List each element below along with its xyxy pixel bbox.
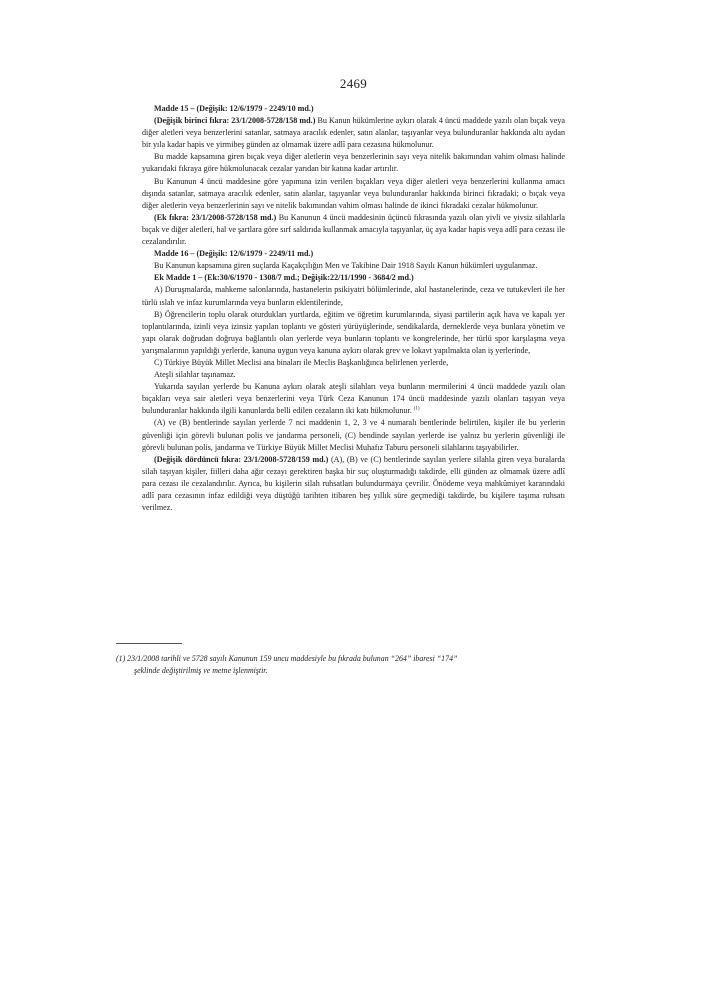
amendment-note: (Değişik birinci fıkra: 23/1/2008-5728/158 md.)	[154, 116, 316, 126]
madde-15-heading: Madde 15 – (Değişik: 12/6/1979 - 2249/10 md.)	[154, 104, 314, 113]
madde-16-paragraph-1: Bu Kanunun kapsamına giren suçlarda Kaçakçılığın Men ve Takibine Dair 1918 Sayılı Kanun hükümleri uygulanmaz.	[154, 261, 538, 271]
footnote	[116, 653, 546, 677]
paragraph-text: Bu Kanunun 4 üncü maddesinin üçüncü fıkrasında yazılı olan yivli ve yivsiz silahlarla bıçak ve diğer aletleri, hal ve şartlara göre sırf saldırıda kullanmak amacıyla taşıyanlar, üç aya kadar hapis veya adlî para cezası ile cezalandırılır.	[142, 212, 565, 247]
madde-15-paragraph-2: Bu madde kapsamına giren bıçak veya diğer aletlerin veya benzerlerinin sayı veya nitelik bakımından vahim olması halinde yukarıdaki fıkraya göre hükmolunacak cezalar yarıdan bir katına kadar artırılır.	[142, 152, 565, 174]
footnote-line-1: (1) 23/1/2008 tarihli ve 5728 sayılı Kanunun 159 uncu maddesiyle bu fıkrada bulunan “264” ibaresi “174”	[116, 654, 458, 663]
paragraph-text: Yukarıda sayılan yerlerde bu Kanuna aykırı olarak ateşli silahları veya bunların mermilerini 4 üncü maddede yazılı olan bıçakları veya sair aletleri veya benzerlerini veya Türk Ceza Kanunun 174 üncü maddesinde yazılı olanları taşıyan veya bulunduranlar hakkında ilgili kanunlarda belli edilen cezaların iki katı hükmolunur.	[142, 382, 565, 416]
ek-madde-1-clause-c: C) Türkiye Büyük Millet Meclisi ana binaları ile Meclis Başkanlığınca belirlenen yerlerde,	[154, 357, 449, 367]
amendment-note: (Değişik dördüncü fıkra: 23/1/2008-5728/159 md.)	[154, 454, 329, 464]
amendment-note: (Ek fıkra: 23/1/2008-5728/158 md.)	[154, 212, 277, 222]
footnote-separator	[116, 643, 182, 644]
madde-16-heading: Madde 16 – (Değişik: 12/6/1979 - 2249/11 md.)	[154, 249, 314, 259]
ek-madde-1-penalty-paragraph	[142, 381, 565, 417]
page-number: 2469	[339, 76, 368, 91]
ek-madde-1-firearms-line: Ateşli silahlar taşınamaz.	[154, 370, 236, 380]
paragraph-text: (A), (B) ve (C) bentlerinde sayılan yerlere silahla giren veya buralarda silah taşıyan kişiler, fiilleri daha ağır cezayı gerektiren başka bir suç oluşturmadığı takdirde, elli günden az olmamak üzere adlî para cezası ile cezalandırılır. Ayrıca, bu kişilerin silah ruhsatları bulundurmaya çevrilir. Önödeme veya mahkûmiyet kararındaki adlî para cezasının infaz edildiği veya düştüğü tarihten itibaren beş yıllık süre geçmediği takdirde, bu kişilere taşıma ruhsatı verilmez.	[142, 454, 565, 513]
document-body	[142, 103, 565, 514]
ek-madde-1-heading: Ek Madde 1 – (Ek:30/6/1970 - 1308/7 md.; Değişik:22/11/1990 - 3684/2 md.)	[154, 273, 414, 283]
madde-15-paragraph-4	[142, 212, 565, 248]
madde-15-paragraph-3: Bu Kanunun 4 üncü maddesine göre yapımına izin verilen bıçakları veya diğer aletleri veya benzerlerini kullanma amacı dışında satanlar, satmaya aracılık edenler, satın alanlar, taşıyanlar veya bulunduranlar hakkında birinci fıkradaki; o bıçak veya diğer aletlerin veya benzerlerinin sayı ve nitelik bakımından vahim olması halinde de ikinci fıkradaki cezalar hükmolunur.	[142, 176, 565, 210]
ek-madde-1-clause-b: B) Öğrencilerin toplu olarak oturdukları yurtlarda, eğitim ve öğretim kurumlarında, siyasi partilerin açık hava ve kapalı yer toplantılarında, izinli veya izinsiz yapılan toplantı ve gösteri yürüyüşlerinde, sendikalarda, derneklerde veya bunlara yönetim ve yapı olarak doğrudan doğruya bağlantılı olan yerlerde veya bunların toplantı ve kongrelerinde, her türlü spor karşılaşma veya yarışmalarının yapıldığı yerlerde, kanuna uygun veya kanuna aykırı olarak grev ve lokavt yapılmakta olan iş yerlerinde,	[142, 309, 565, 355]
paragraph-text: Bu Kanun hükümlerine aykırı olarak 4 üncü maddede yazılı olan bıçak veya diğer aletleri veya benzerlerini satanlar, satmaya aracılık edenler, satın alanlar, taşıyanlar veya bulunduranlar hakkında altı aydan bir yıla kadar hapis ve yirmibeş günden az olmamak üzere adlî para cezasına hükmolunur.	[142, 116, 565, 150]
footnote-line-2: şeklinde değiştirilmiş ve metne işlenmiştir.	[134, 666, 268, 675]
ek-madde-1-fourth-paragraph	[142, 454, 565, 514]
madde-15-paragraph-1	[142, 115, 565, 151]
footnote-reference[interactable]: (1)	[413, 406, 420, 412]
ek-madde-1-exemption-paragraph: (A) ve (B) bentlerinde sayılan yerlerde 7 nci maddenin 1, 2, 3 ve 4 numaralı bentlerinde belirtilen, kişiler ile bu yerlerin güvenliği için görevli bulunan polis ve jandarma personeli, (C) bendinde sayılan yerlerde ise yalnız bu yerlerin güvenliği ile görevli bulunan polis, jandarma ve Türkiye Büyük Millet Meclisi Muhafız Taburu personeli silahlarını taşıyabilirler.	[142, 418, 565, 452]
ek-madde-1-clause-a: A) Duruşmalarda, mahkeme salonlarında, hastanelerin psikiyatri bölümlerinde, akıl hastanelerinde, ceza ve tutukevleri ile her türlü ıslah ve infaz kurumlarında veya bunların eklentilerinde,	[142, 285, 565, 307]
